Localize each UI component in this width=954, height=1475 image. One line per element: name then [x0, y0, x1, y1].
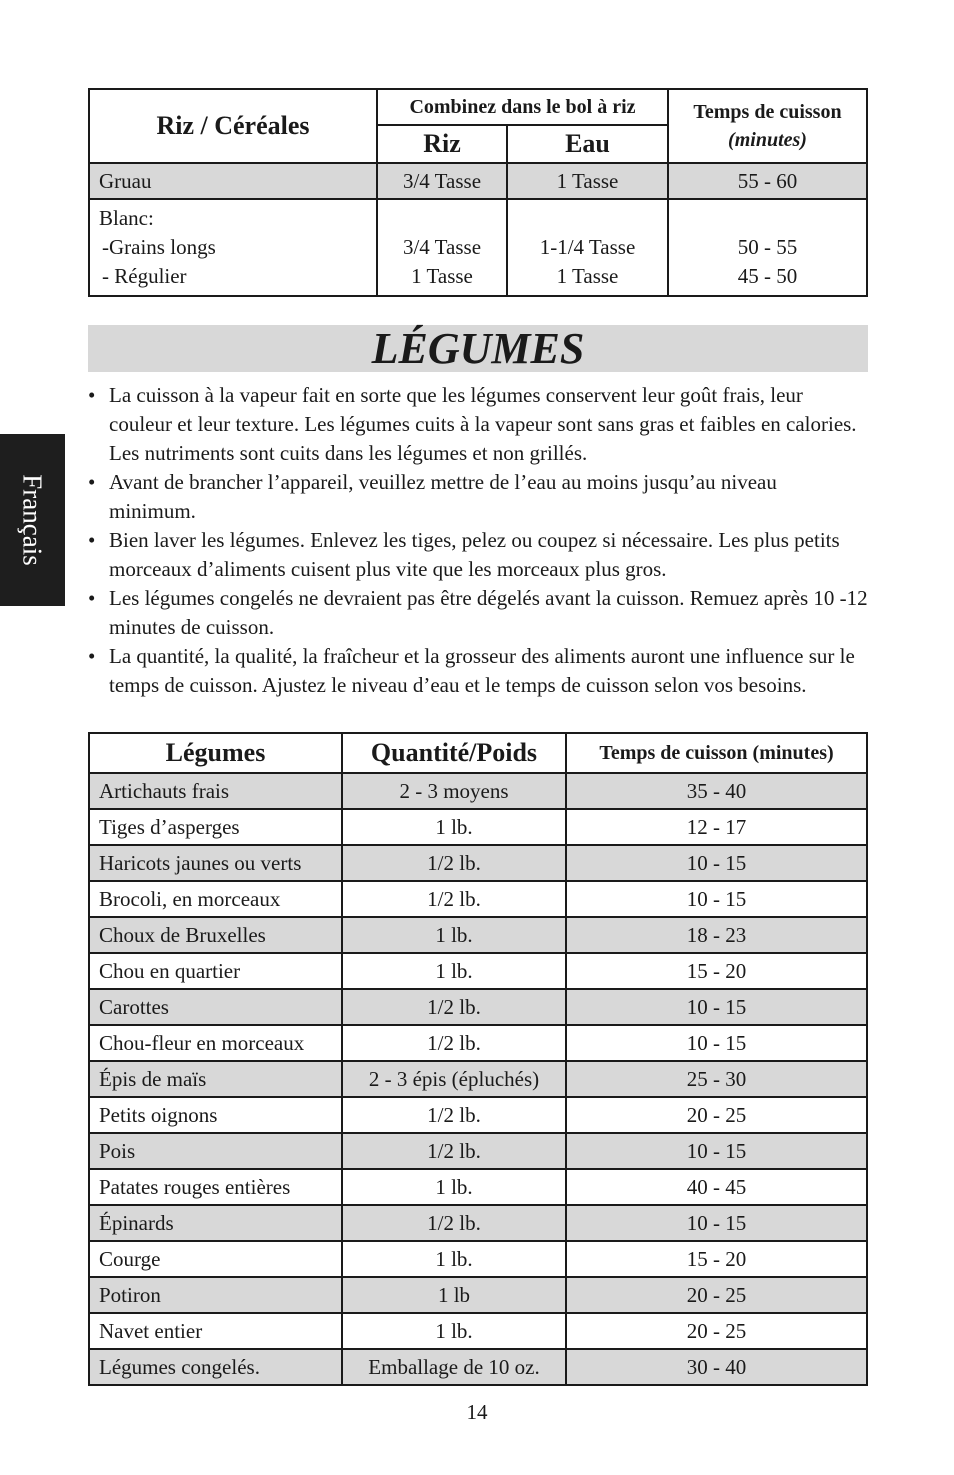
table-row: [89, 1133, 867, 1169]
rice-cell-rice: [377, 199, 507, 296]
veg-cell-time: 10 - 15: [566, 881, 867, 917]
rice-blanc-label: Blanc:: [99, 206, 154, 230]
table-row: [89, 989, 867, 1025]
list-item: • La cuisson à la vapeur fait en sorte que les légumes conservent leur goût frais, leur couleur et leur texture. Les légumes cuits à la vapeur sont sans gras et faibles en calories. Les nutriments sont cuits dans les légumes et non grillés.: [88, 381, 868, 468]
veg-header-name: Légumes: [89, 733, 342, 773]
table-row: [89, 163, 867, 199]
table-row: [89, 953, 867, 989]
veg-cell-qty: 1/2 lb.: [342, 881, 566, 917]
table-row: [89, 917, 867, 953]
veg-cell-name: Tiges d’asperges: [89, 809, 342, 845]
veg-cell-name: Carottes: [89, 989, 342, 1025]
rice-long-grain-time: 50 - 55: [737, 235, 798, 259]
veg-header-time: Temps de cuisson (minutes): [566, 733, 867, 773]
veg-cell-qty: 1 lb.: [342, 1169, 566, 1205]
veg-cell-name: Chou en quartier: [89, 953, 342, 989]
rice-regular-label: - Régulier: [102, 264, 187, 288]
rice-cell-water: 1 Tasse: [507, 163, 668, 199]
veg-cell-name: Épinards: [89, 1205, 342, 1241]
veg-cell-qty: 1/2 lb.: [342, 989, 566, 1025]
veg-cell-time: 10 - 15: [566, 989, 867, 1025]
section-title: LÉGUMES: [371, 324, 585, 373]
table-row: [89, 1169, 867, 1205]
veg-table-body: [89, 773, 867, 1385]
veg-cell-qty: 1/2 lb.: [342, 1205, 566, 1241]
veg-cell-time: 12 - 17: [566, 809, 867, 845]
rice-header-rice: Riz: [377, 125, 507, 163]
veg-cell-qty: 1 lb.: [342, 953, 566, 989]
rice-header-time: [668, 89, 867, 163]
rice-regular-time: 45 - 50: [737, 264, 798, 288]
veg-cell-time: 30 - 40: [566, 1349, 867, 1385]
veg-cell-qty: Emballage de 10 oz.: [342, 1349, 566, 1385]
rice-header-water: Eau: [507, 125, 668, 163]
veg-cell-time: 10 - 15: [566, 1025, 867, 1061]
rice-long-grain-label: -Grains longs: [102, 235, 216, 259]
table-row: [89, 1025, 867, 1061]
table-row: [89, 1277, 867, 1313]
rice-long-grain-water: 1-1/4 Tasse: [539, 235, 636, 259]
veg-cell-time: 35 - 40: [566, 773, 867, 809]
veg-cell-qty: 1 lb.: [342, 1241, 566, 1277]
veg-cell-time: 20 - 25: [566, 1313, 867, 1349]
veg-cell-name: Brocoli, en morceaux: [89, 881, 342, 917]
list-item: • Bien laver les légumes. Enlevez les tiges, pelez ou coupez si nécessaire. Les plus petits morceaux d’aliments cuisent plus vite que les morceaux plus gros.: [88, 526, 868, 584]
veg-cell-name: Pois: [89, 1133, 342, 1169]
veg-cell-name: Courge: [89, 1241, 342, 1277]
veg-cell-time: 25 - 30: [566, 1061, 867, 1097]
veg-cell-qty: 1 lb.: [342, 809, 566, 845]
veg-cell-qty: 1/2 lb.: [342, 845, 566, 881]
veg-cell-name: Chou-fleur en morceaux: [89, 1025, 342, 1061]
rice-cell-name: [89, 199, 377, 296]
rice-cell-name: Gruau: [89, 163, 377, 199]
veg-cell-qty: 1/2 lb.: [342, 1025, 566, 1061]
veg-cell-time: 20 - 25: [566, 1277, 867, 1313]
table-row: [89, 1313, 867, 1349]
table-row: [89, 1205, 867, 1241]
veg-cell-time: 18 - 23: [566, 917, 867, 953]
veg-cell-time: 10 - 15: [566, 1133, 867, 1169]
veg-cell-name: Choux de Bruxelles: [89, 917, 342, 953]
rice-regular-rice: 1 Tasse: [411, 264, 473, 288]
table-row: [89, 845, 867, 881]
rice-cell-water: [507, 199, 668, 296]
veg-cell-time: 40 - 45: [566, 1169, 867, 1205]
list-item: • Avant de brancher l’appareil, veuillez mettre de l’eau au moins jusqu’au niveau minimum.: [88, 468, 868, 526]
veg-cell-time: 15 - 20: [566, 953, 867, 989]
tips-list: [88, 381, 868, 700]
veg-cell-qty: 1 lb.: [342, 917, 566, 953]
veg-cell-qty: 1 lb: [342, 1277, 566, 1313]
rice-header-main: Riz / Céréales: [89, 89, 377, 163]
rice-cereal-table: [88, 88, 868, 297]
language-label: Français: [17, 474, 48, 566]
rice-cell-time: [668, 199, 867, 296]
veg-cell-time: 10 - 15: [566, 845, 867, 881]
table-row: [89, 199, 867, 296]
table-row: [89, 881, 867, 917]
veg-cell-qty: 1/2 lb.: [342, 1097, 566, 1133]
rice-header-time-label: Temps de cuisson: [693, 101, 842, 123]
vegetable-table: [88, 732, 868, 1386]
veg-cell-time: 15 - 20: [566, 1241, 867, 1277]
table-row: [89, 809, 867, 845]
veg-cell-name: Petits oignons: [89, 1097, 342, 1133]
table-row: [89, 1097, 867, 1133]
rice-cell-rice: 3/4 Tasse: [377, 163, 507, 199]
table-row: [89, 773, 867, 809]
veg-cell-time: 20 - 25: [566, 1097, 867, 1133]
veg-cell-name: Haricots jaunes ou verts: [89, 845, 342, 881]
veg-cell-qty: 2 - 3 épis (épluchés): [342, 1061, 566, 1097]
veg-cell-name: Patates rouges entières: [89, 1169, 342, 1205]
list-item: • Les légumes congelés ne devraient pas être dégelés avant la cuisson. Remuez après 10 -12 minutes de cuisson.: [88, 584, 868, 642]
veg-cell-qty: 1/2 lb.: [342, 1133, 566, 1169]
rice-header-time-unit: (minutes): [728, 129, 807, 151]
veg-cell-name: Artichauts frais: [89, 773, 342, 809]
veg-cell-qty: 2 - 3 moyens: [342, 773, 566, 809]
language-side-tab: [0, 434, 65, 606]
veg-cell-name: Potiron: [89, 1277, 342, 1313]
table-row: [89, 1061, 867, 1097]
veg-cell-time: 10 - 15: [566, 1205, 867, 1241]
veg-header-qty: Quantité/Poids: [342, 733, 566, 773]
rice-long-grain-rice: 3/4 Tasse: [402, 235, 482, 259]
veg-cell-qty: 1 lb.: [342, 1313, 566, 1349]
table-row: [89, 1349, 867, 1385]
veg-cell-name: Navet entier: [89, 1313, 342, 1349]
veg-cell-name: Légumes congelés.: [89, 1349, 342, 1385]
table-row: [89, 1241, 867, 1277]
page-number: 14: [466, 1400, 488, 1424]
rice-regular-water: 1 Tasse: [556, 264, 619, 288]
list-item: • La quantité, la qualité, la fraîcheur et la grosseur des aliments auront une influence sur le temps de cuisson. Ajustez le niveau d’eau et le temps de cuisson selon vos besoins.: [88, 642, 868, 700]
rice-cell-time: 55 - 60: [668, 163, 867, 199]
veg-cell-name: Épis de maïs: [89, 1061, 342, 1097]
rice-header-combine: Combinez dans le bol à riz: [377, 89, 668, 125]
section-title-bar: [88, 325, 868, 372]
